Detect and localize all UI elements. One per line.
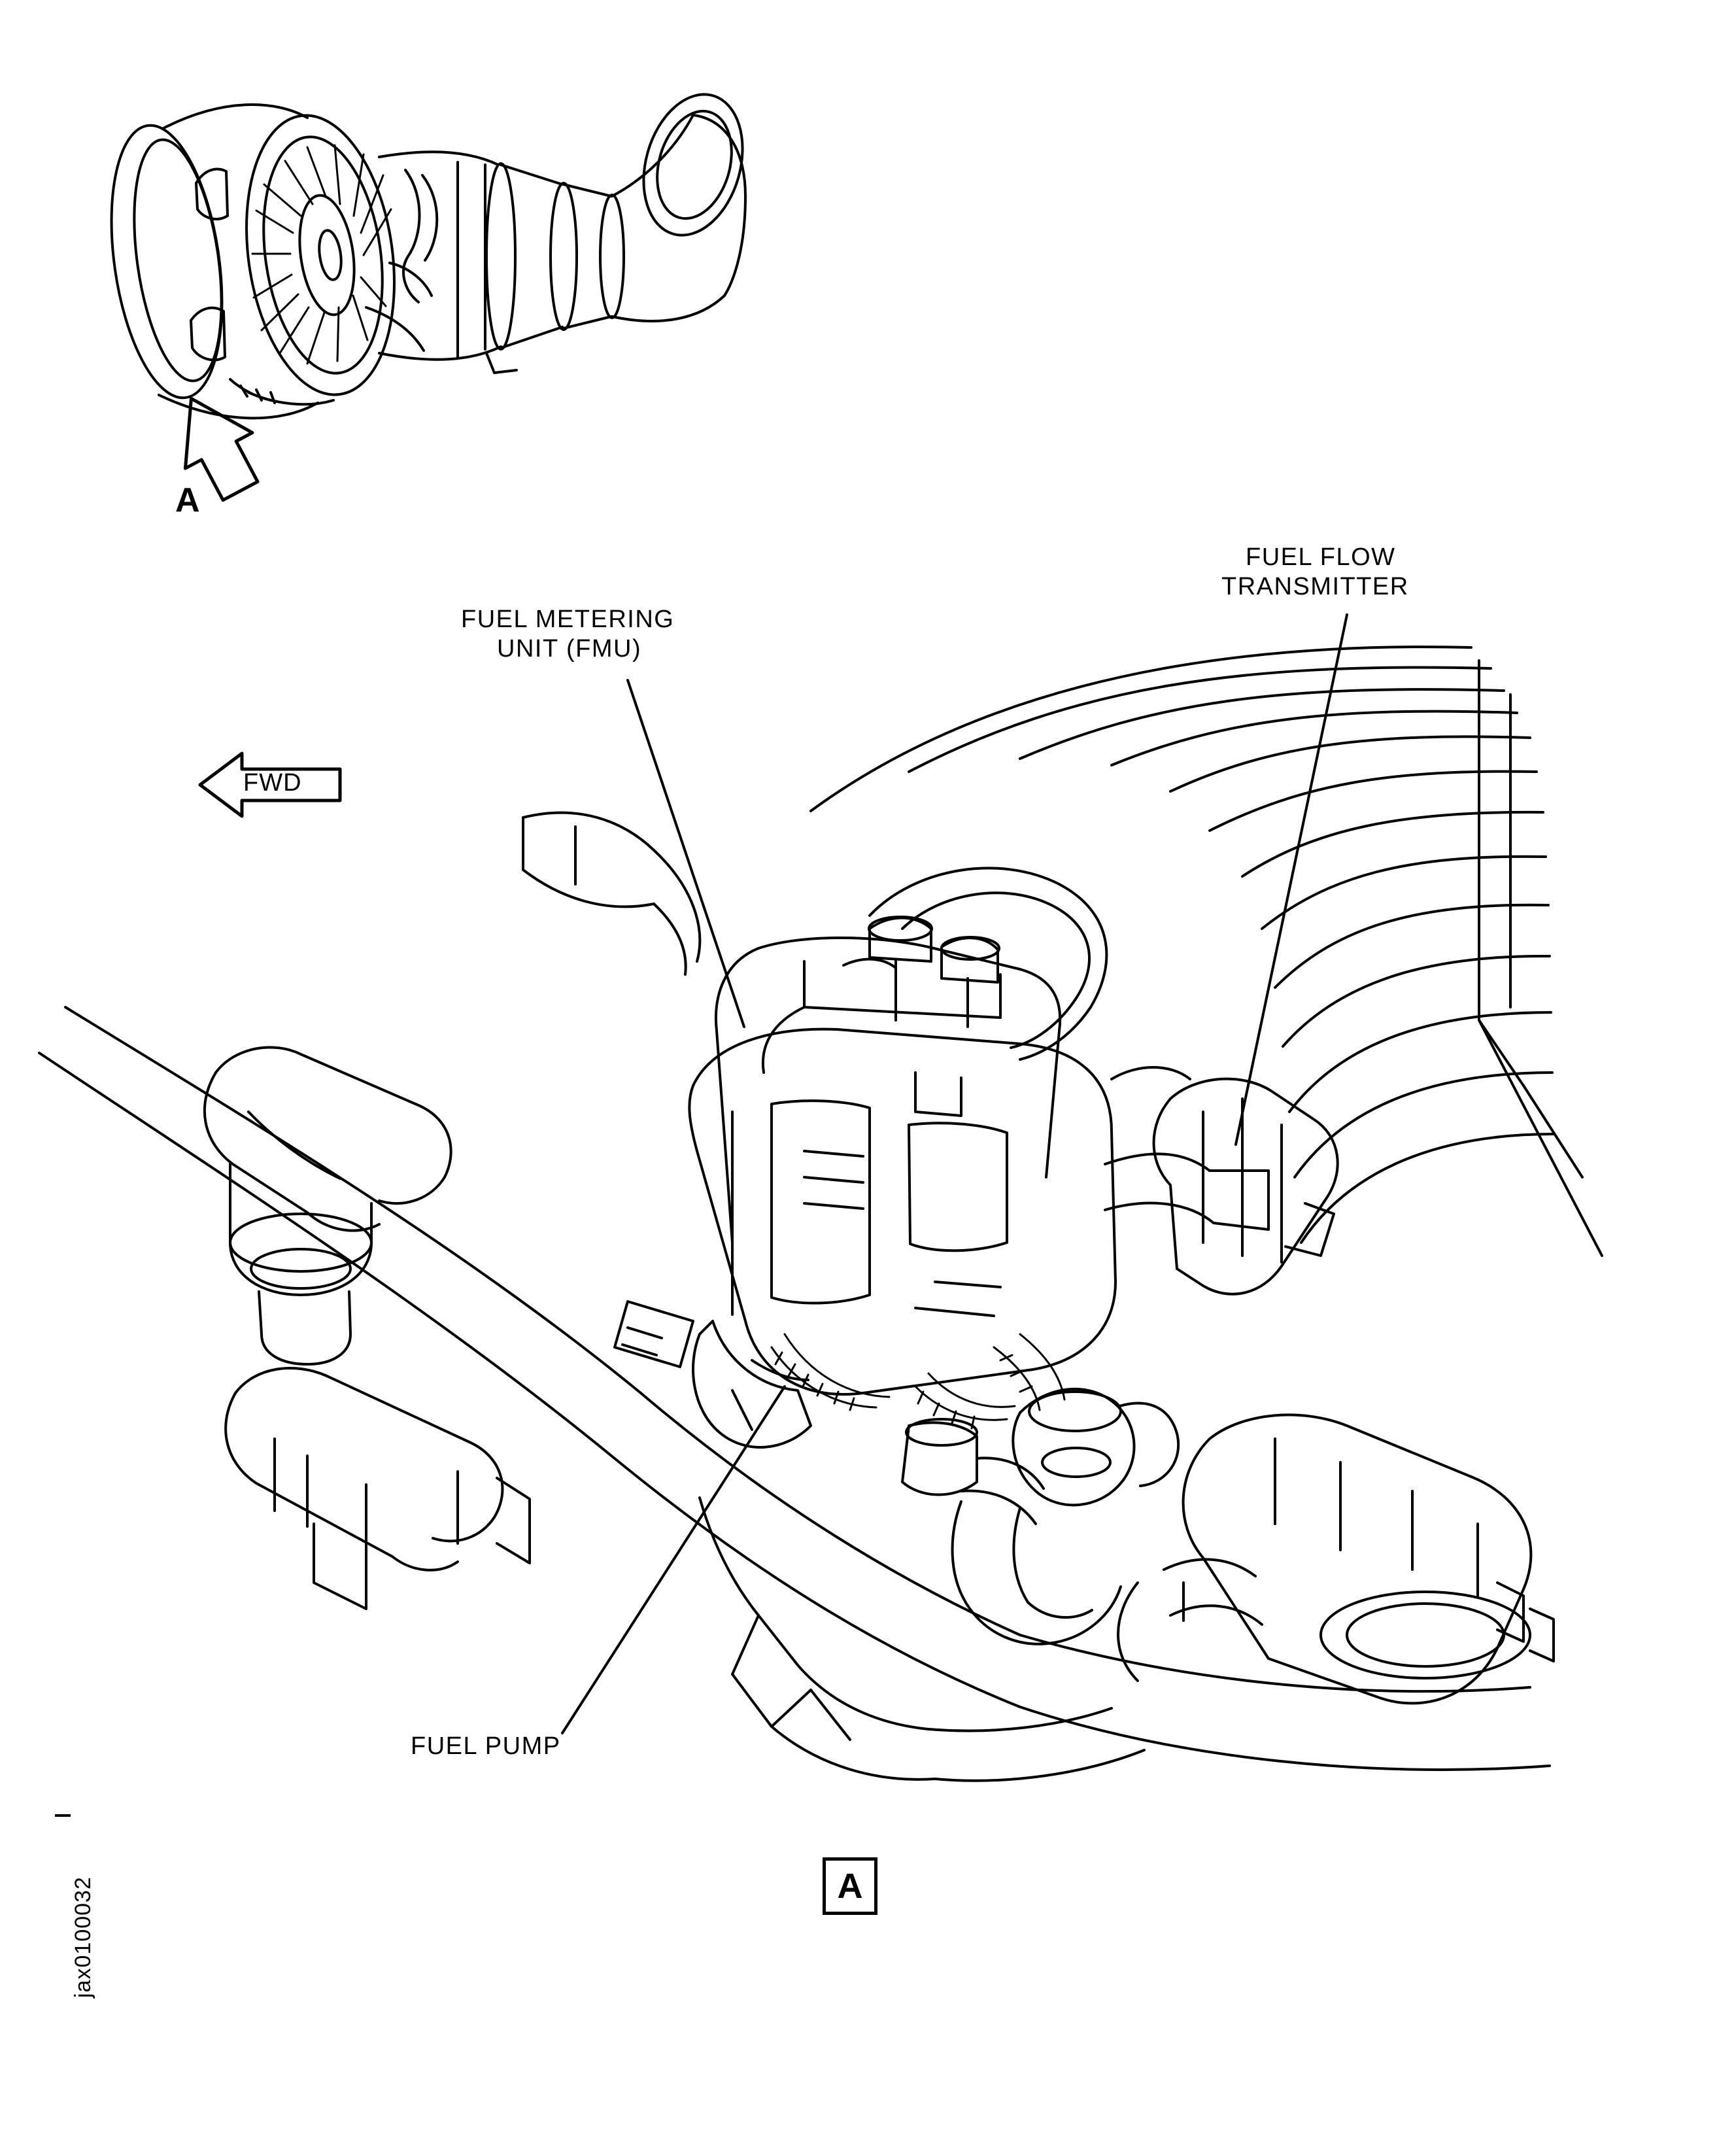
- engine-locator-view: [96, 82, 758, 418]
- callout-fuel-flow-transmitter-line1: FUEL FLOW: [1246, 543, 1396, 571]
- figure-identifier: jax0100032: [71, 1876, 95, 1998]
- figure-identifier-rule: [51, 1812, 77, 2008]
- callout-fuel-metering-unit-line1: FUEL METERING: [461, 606, 675, 633]
- detail-a-letter-bottom: A: [823, 1857, 877, 1915]
- callout-fuel-metering-unit-line2: UNIT (FMU): [497, 635, 642, 663]
- fwd-label: FWD: [243, 769, 302, 797]
- detail-view-a: [39, 647, 1602, 1781]
- detail-a-letter-top: A: [175, 481, 200, 519]
- callout-fuel-flow-transmitter-line2: TRANSMITTER: [1221, 573, 1409, 600]
- callout-fuel-pump: FUEL PUMP: [411, 1732, 561, 1760]
